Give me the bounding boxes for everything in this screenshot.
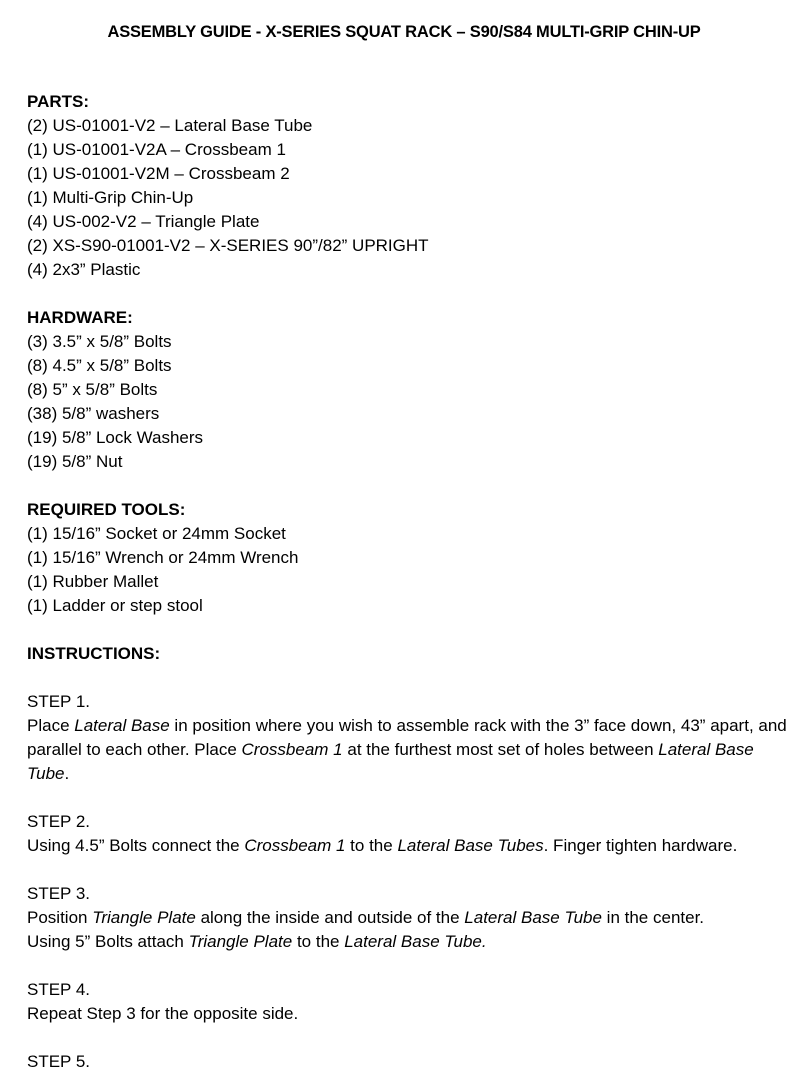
step-label: STEP 3. — [27, 884, 90, 903]
tools-item: (1) 15/16” Wrench or 24mm Wrench — [27, 548, 299, 567]
step-text-run: at the furthest most set of holes between — [342, 740, 659, 759]
document-title: ASSEMBLY GUIDE - X-SERIES SQUAT RACK – S90/S84 MULTI-GRIP CHIN-UP — [107, 23, 701, 41]
step-text — [27, 1002, 797, 1026]
step-text — [27, 906, 797, 954]
parts-item: (1) US-01001-V2M – Crossbeam 2 — [27, 164, 290, 183]
step-text-emphasis: Lateral Base Tube — [27, 740, 754, 783]
hardware-item: (38) 5/8” washers — [27, 404, 160, 423]
step-text-emphasis: Triangle Plate — [92, 908, 196, 927]
parts-heading: PARTS: — [27, 92, 90, 111]
step-text-run: Using 5” Bolts attach — [27, 932, 189, 951]
hardware-item: (8) 5” x 5/8” Bolts — [27, 380, 158, 399]
step-text-run: Place — [27, 716, 75, 735]
hardware-list — [27, 330, 797, 474]
parts-item: (1) Multi-Grip Chin-Up — [27, 188, 194, 207]
step-text-run: along the inside and outside of the — [195, 908, 465, 927]
hardware-item: (8) 4.5” x 5/8” Bolts — [27, 356, 172, 375]
hardware-heading: HARDWARE: — [27, 308, 133, 327]
step-text-emphasis: Lateral Base Tubes — [397, 836, 544, 855]
step-text-run: to the — [292, 932, 345, 951]
tools-item: (1) Rubber Mallet — [27, 572, 159, 591]
step-text-emphasis: Lateral Base — [74, 716, 170, 735]
parts-item: (4) 2x3” Plastic — [27, 260, 141, 279]
step-text-run: Using 4.5” Bolts connect the — [27, 836, 245, 855]
spacer — [27, 786, 797, 810]
instructions-steps — [27, 690, 797, 1074]
parts-item: (2) US-01001-V2 – Lateral Base Tube — [27, 116, 313, 135]
step-label: STEP 4. — [27, 980, 90, 999]
step-text-run: Position — [27, 908, 93, 927]
parts-item: (2) XS-S90-01001-V2 – X-SERIES 90”/82” UPRIGHT — [27, 236, 429, 255]
step-text-emphasis: Lateral Base Tube — [464, 908, 602, 927]
step-text-run: . Finger tighten hardware. — [543, 836, 738, 855]
tools-list — [27, 522, 797, 618]
step-text — [27, 714, 797, 786]
parts-list — [27, 114, 797, 282]
step-text-run: . — [64, 764, 70, 783]
hardware-item: (3) 3.5” x 5/8” Bolts — [27, 332, 172, 351]
step-text-run: in position where you wish to assemble rack with the 3” face down, 43” apart, and parallel to each other. Place — [27, 716, 787, 759]
hardware-item: (19) 5/8” Lock Washers — [27, 428, 204, 447]
spacer — [27, 858, 797, 882]
step-label: STEP 2. — [27, 812, 90, 831]
instructions-heading: INSTRUCTIONS: — [27, 644, 161, 663]
tools-item: (1) Ladder or step stool — [27, 596, 203, 615]
step-text — [27, 834, 797, 858]
step-text-run: to the — [345, 836, 398, 855]
step-text-emphasis: Crossbeam 1 — [241, 740, 343, 759]
step-text-emphasis: Triangle Plate — [188, 932, 293, 951]
spacer — [27, 618, 797, 642]
parts-item: (4) US-002-V2 – Triangle Plate — [27, 212, 260, 231]
step-text-run: Repeat Step 3 for the opposite side. — [27, 1004, 299, 1023]
step-label: STEP 1. — [27, 692, 90, 711]
step-label: STEP 5. — [27, 1052, 90, 1071]
tools-item: (1) 15/16” Socket or 24mm Socket — [27, 524, 286, 543]
spacer — [27, 1026, 797, 1050]
step-text-run: in the center. — [601, 908, 705, 927]
tools-heading: REQUIRED TOOLS: — [27, 500, 186, 519]
step-text-emphasis: Lateral Base Tube. — [344, 932, 487, 951]
document-body — [27, 90, 797, 1074]
hardware-item: (19) 5/8” Nut — [27, 452, 123, 471]
parts-item: (1) US-01001-V2A – Crossbeam 1 — [27, 140, 286, 159]
step-text-emphasis: Crossbeam 1 — [244, 836, 346, 855]
spacer — [27, 666, 797, 690]
spacer — [27, 282, 797, 306]
spacer — [27, 954, 797, 978]
spacer — [27, 474, 797, 498]
